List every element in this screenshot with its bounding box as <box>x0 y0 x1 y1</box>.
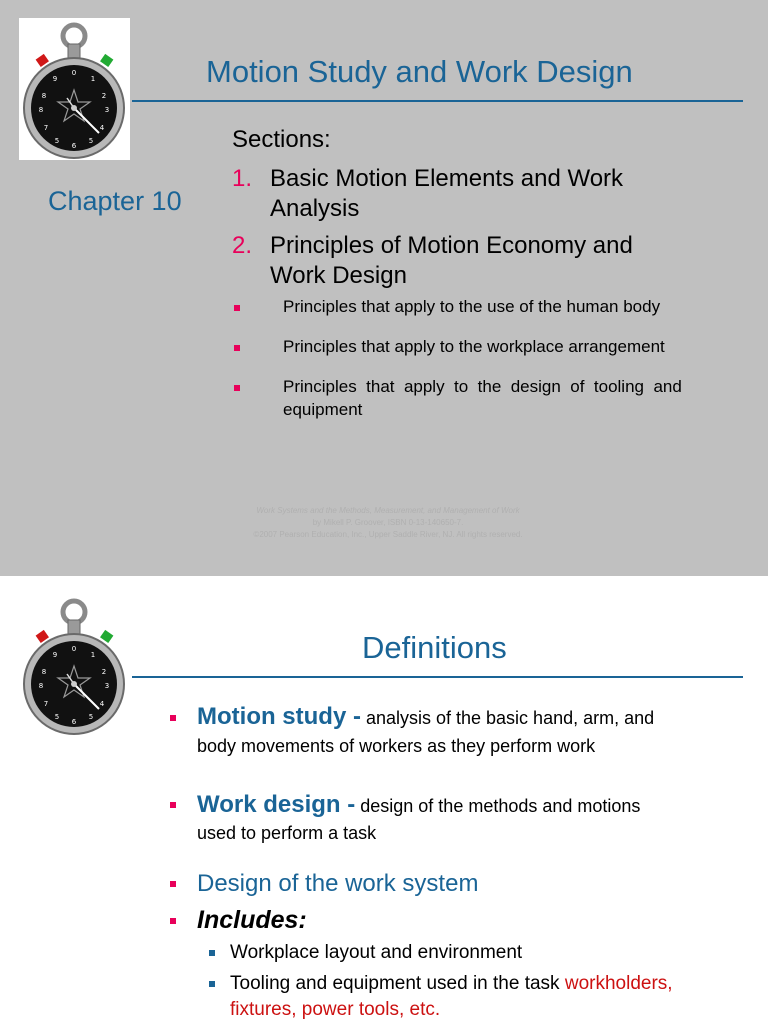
svg-text:8: 8 <box>38 106 44 114</box>
definition-text: design of the methods and motions <box>355 796 641 816</box>
svg-text:8: 8 <box>41 92 47 100</box>
sub-bullet-marker <box>209 981 215 987</box>
definition-item <box>197 791 640 819</box>
definition-term: Work design - <box>197 791 356 818</box>
svg-text:9: 9 <box>52 651 58 659</box>
bullet-marker <box>170 918 176 924</box>
section-number: 1. <box>232 165 253 192</box>
sub-item: Workplace layout and environment <box>230 942 523 963</box>
svg-text:6: 6 <box>71 142 77 150</box>
svg-text:0: 0 <box>71 645 77 653</box>
bullet-text: Principles that apply to the design of tooling and <box>283 377 682 396</box>
design-label: Design of the work system <box>197 870 479 897</box>
svg-text:1: 1 <box>90 75 96 83</box>
svg-text:8: 8 <box>38 682 44 690</box>
svg-text:5: 5 <box>88 137 94 145</box>
definition-text: analysis of the basic hand, arm, and <box>360 708 655 728</box>
definition-item <box>197 703 654 731</box>
sections-label: Sections: <box>232 126 331 153</box>
bullet-text: Principles that apply to the use of the human body <box>283 297 661 316</box>
svg-text:5: 5 <box>54 137 60 145</box>
bullet-marker <box>234 305 240 311</box>
footer-line: ©2007 Pearson Education, Inc., Upper Saddle River, NJ. All rights reserved. <box>253 530 523 539</box>
includes-label: Includes: <box>197 906 307 934</box>
svg-text:3: 3 <box>104 106 110 114</box>
svg-text:4: 4 <box>99 124 105 132</box>
svg-text:5: 5 <box>88 713 94 721</box>
svg-text:8: 8 <box>41 668 47 676</box>
footer-line: Work Systems and the Methods, Measurement, and Management of Work <box>256 506 520 515</box>
svg-text:3: 3 <box>104 682 110 690</box>
slide-title: Motion Study and Work Design <box>206 54 633 89</box>
sub-item-highlight: workholders, <box>564 973 673 994</box>
svg-text:7: 7 <box>43 700 49 708</box>
stopwatch-icon <box>19 594 130 736</box>
title-rule <box>132 100 743 102</box>
definition-text-cont: used to perform a task <box>197 823 377 843</box>
chapter-label: Chapter 10 <box>48 186 182 216</box>
bullet-text-cont: equipment <box>283 400 363 419</box>
bullet-marker <box>170 715 176 721</box>
svg-text:7: 7 <box>43 124 49 132</box>
svg-text:5: 5 <box>54 713 60 721</box>
section-number: 2. <box>232 232 253 259</box>
stopwatch-icon <box>19 18 130 160</box>
svg-text:2: 2 <box>101 668 107 676</box>
section-text-cont: Analysis <box>270 195 360 222</box>
svg-text:1: 1 <box>90 651 96 659</box>
footer-line: by Mikell P. Groover, ISBN 0-13-140650-7. <box>312 518 464 527</box>
svg-text:0: 0 <box>71 69 77 77</box>
definition-term: Motion study - <box>197 703 361 730</box>
bullet-text: Principles that apply to the workplace arrangement <box>283 337 665 356</box>
svg-text:9: 9 <box>52 75 58 83</box>
definition-text-cont: body movements of workers as they perform work <box>197 736 596 756</box>
bullet-marker <box>170 881 176 887</box>
svg-text:4: 4 <box>99 700 105 708</box>
bullet-marker <box>234 345 240 351</box>
sub-bullet-marker <box>209 950 215 956</box>
bullet-marker <box>170 802 176 808</box>
section-text: Basic Motion Elements and Work <box>270 165 624 192</box>
sub-item-text: Tooling and equipment used in the task <box>230 973 565 994</box>
sub-item-highlight-cont: fixtures, power tools, etc. <box>230 999 441 1020</box>
bullet-marker <box>234 385 240 391</box>
section-text-cont: Work Design <box>270 262 407 289</box>
definitions-slide <box>0 576 768 1024</box>
slide-title: Definitions <box>362 630 507 665</box>
title-rule <box>132 676 743 678</box>
svg-text:2: 2 <box>101 92 107 100</box>
svg-text:6: 6 <box>71 718 77 726</box>
sub-item <box>230 973 673 995</box>
section-text: Principles of Motion Economy and <box>270 232 633 259</box>
footer <box>200 505 576 541</box>
